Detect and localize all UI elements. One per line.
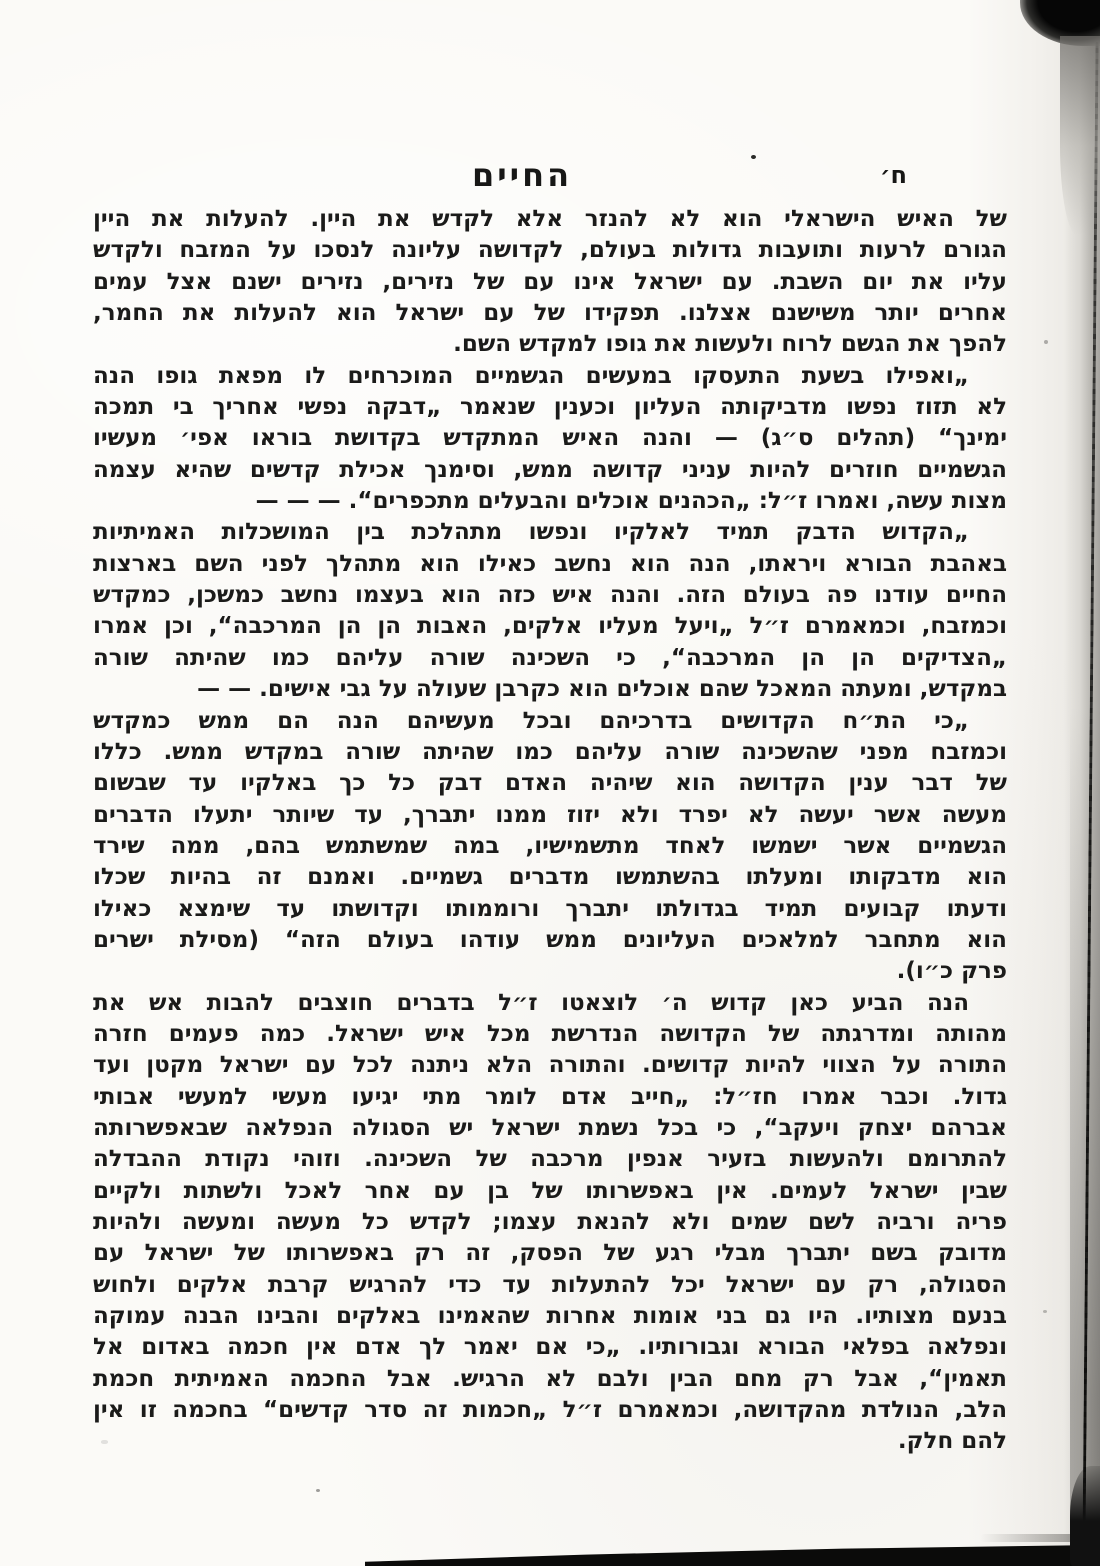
text-block (93, 204, 1007, 1458)
text-line: שבין ישראל לעמים. אין באפשרותו של בן עם אחר לאכל ולשתות ולקיים (93, 1177, 1007, 1204)
text-line: החיים עודנו פה בעולם הזה. והנה איש כזה הוא בעצמו נחשב כמשכן, כמקדש (93, 582, 1007, 609)
text-line: בנעם מצותיו. היו גם בני אומות אחרות שהאמינו באלקים והבינו הבנה עמוקה (93, 1303, 1007, 1330)
text-line: במקדש, ומעתה המאכל שהם אוכלים הוא כקרבן שעולה על גבי אישים. — — (197, 676, 1007, 703)
text-line: להם חלק. (897, 1428, 1007, 1455)
paragraph (93, 204, 1007, 361)
text-line: להתרומם ולהעשות בזעיר אנפין מרכבה של השכינה. וזוהי נקודת ההבדלה (93, 1146, 1007, 1173)
paragraph (93, 988, 1007, 1458)
text-line: התורה על הצווי להיות קדושים. והתורה הלא ניתנה לכל עם ישראל מקטן ועד (93, 1052, 1007, 1079)
text-line: לא תזוז נפשו מדביקותה העליון וכענין שנאמר „דבקה נפשי אחריך בי תמכה (93, 394, 1007, 421)
paragraph (93, 361, 1007, 518)
text-line: אחרים יותר משישנם אצלנו. תפקידו של עם ישראל הוא להעלות את החמר, (93, 300, 1007, 327)
text-line: וכמזבח, וכמאמרם ז״ל „ויעל מעליו אלקים, האבות הן הן המרכבה“, וכן אמרו (93, 613, 1007, 640)
text-line: באהבת הבורא ויראתו, הנה הוא נחשב כאילו הוא מתהלך לפני השם בארצות (93, 550, 1007, 577)
text-line: אברהם יצחק ויעקב“, כי בכל נשמת ישראל יש הסגולה הנפלאה שבאפשרותה (93, 1114, 1007, 1141)
text-line: של האיש הישראלי הוא לא להנזר אלא לקדש את היין. להעלות את היין (93, 206, 1007, 232)
text-line: מהותה ומדרגתה של הקדושה הנדרשת מכל איש ישראל. כמה פעמים חזרה (93, 1020, 1007, 1047)
text-line: ימינך“ (תהלים ס״ג) — והנה האיש המתקדש בקדושת בוראו אפי׳ מעשיו (93, 425, 1007, 452)
text-line: הגשמיים אשר ישמשו לאחד מתשמישיו, במה שמשתמש בהם, ממה שירד (93, 832, 1007, 859)
text-line: ונפלאה בפלאי הבורא וגבורותיו. „כי אם יאמר לך אדם אין חכמה באדום אל (93, 1334, 1007, 1361)
scan-speck (751, 155, 756, 159)
page-number-marker: ח׳ (879, 161, 907, 189)
text-line: „הקדוש הדבק תמיד לאלקיו ונפשו מתהלכת בין המושכלות האמיתיות (93, 519, 969, 546)
text-line: גדול. וכבר אמרו חז״ל: „חייב אדם לומר מתי יגיעו מעשי למעשי אבותי (93, 1083, 1007, 1110)
text-line: „ואפילו בשעת התעסקו במעשים הגשמיים המוכרחים לו מפאת גופו הנה (93, 362, 969, 389)
text-line: פרק כ״ו). (896, 958, 1007, 985)
text-line: וכמזבח מפני שהשכינה שורה עליהם כמו שהיתה שורה במקדש ממש. כללו (93, 738, 1007, 765)
text-line: הסגולה, רק עם ישראל יכל להתעלות עד כדי להרגיש קרבת אלקים ולחוש (93, 1271, 1007, 1298)
text-line: הלב, הנולדת מהקדושה, וכמאמרם ז״ל „חכמות זה סדר קדשים“ בחכמה זו אין (93, 1397, 1007, 1424)
page-title: החיים (471, 156, 573, 194)
text-line: הגשמיים חוזרים להיות עניני קדושה ממש, וסימנך אכילת קדשים שהיא עצמה (93, 456, 1007, 483)
text-line: תאמין“, אבל רק מחם הבין ולבם לא הרגיש. אבל החכמה האמיתית חכמת (93, 1365, 1007, 1392)
text-line: „כי הת״ח הקדושים בדרכיהם ובכל מעשיהם הנה הם ממש כמקדש (93, 707, 969, 734)
scan-speck (1043, 1310, 1047, 1313)
text-line: מדובק בשם יתברך מבלי רגע של הפסק, זה רק באפשרותו של ישראל עם (93, 1240, 1007, 1267)
text-line: הגורם לרעות ותועבות גדולות בעולם, לקדושה עליונה לנסכו על המזבח ולקדש (93, 237, 1007, 264)
scan-speck (101, 1440, 108, 1444)
text-line: פריה ורביה לשם שמים ולא להנאת עצמו; לקדש כל מעשה ומעשה ולהיות (93, 1209, 1007, 1235)
text-line: מצות עשה, ואמרו ז״ל: „הכהנים אוכלים והבעלים מתכפרים“. — — — (255, 488, 1007, 515)
text-line: הוא מדבקותו ומעלתו בהשתמשו מדברים גשמיים. ואמנם זה בהיות שכלו (93, 864, 1007, 891)
text-line: „הצדיקים הן הן המרכבה“, כי השכינה שורה עליהם כמו שהיתה שורה (93, 644, 1007, 671)
page-header (93, 156, 1007, 196)
text-line: של דבר ענין הקדושה הוא שיהיה האדם דבק כל כך באלקיו עד שבשום (93, 770, 1007, 797)
text-line: להפך את הגשם לרוח ולעשות את גופו למקדש השם. (453, 331, 1007, 358)
paragraph (93, 517, 1007, 705)
top-right-curl-shadow (1060, 36, 1100, 236)
text-line: ודעתו קבועים תמיד בגדולתו יתברך ורוממותו וקדושתו עד שימצא כאילו (93, 895, 1007, 922)
text-line: מעשה אשר יעשה לא יפרד ולא יזוז ממנו יתברך, עד שיותר יתעלו הדברים (93, 801, 1007, 828)
scan-speck (316, 1489, 320, 1492)
text-line: עליו את יום השבת. עם ישראל אינו עם של נזירים, נזירים ישנם אצל עמים (93, 268, 1007, 295)
text-line: הנה הביע כאן קדוש ה׳ לוצאטו ז״ל בדברים חוצבים להבות אש את (93, 989, 969, 1016)
scan-speck (1044, 340, 1048, 344)
text-line: הוא מתחבר למלאכים העליונים ממש עודהו בעולם הזה“ (מסילת ישרים (93, 926, 1007, 953)
paragraph (93, 706, 1007, 988)
